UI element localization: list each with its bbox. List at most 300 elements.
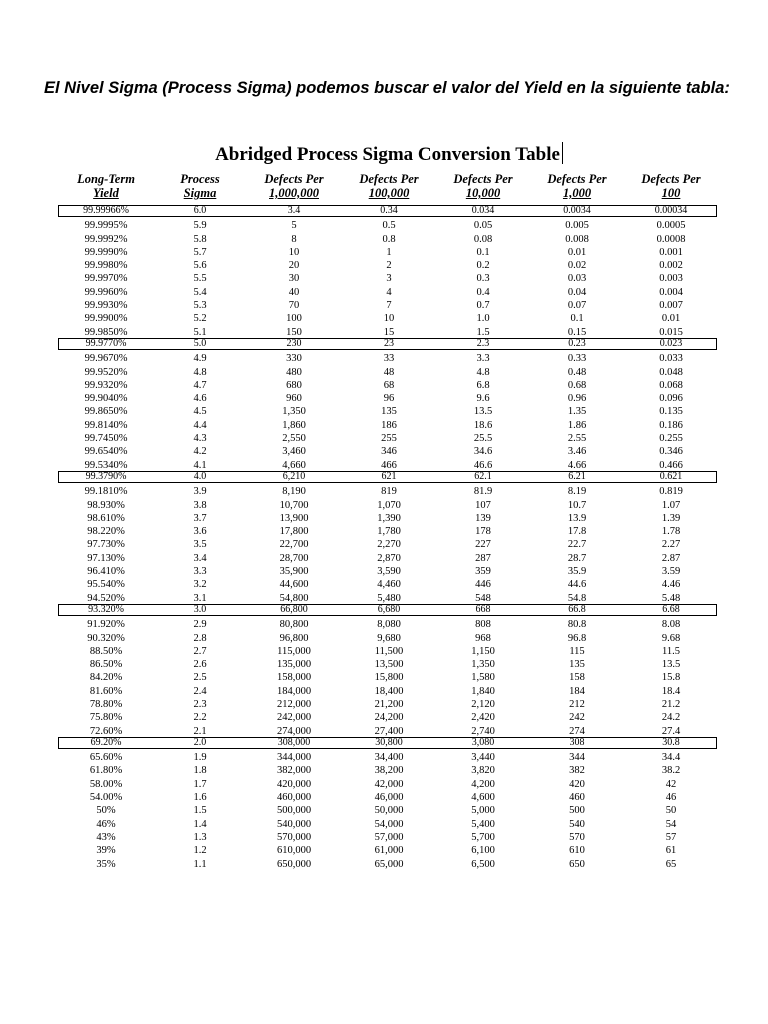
- cell-defects-per-million: 8,190: [282, 486, 306, 498]
- cell-defects-per-1000: 0.96: [567, 393, 587, 405]
- cell-sigma: 2.7: [193, 645, 207, 657]
- cell-defects-per-million: 40: [288, 286, 300, 298]
- table-row: [0, 485, 768, 498]
- cell-sigma: 5.0: [193, 337, 207, 349]
- cell-defects-per-10000: 62.1: [474, 470, 492, 482]
- cell-defects-per-10000: 548: [475, 592, 491, 604]
- cell-defects-per-100000: 33: [383, 353, 395, 365]
- cell-defects-per-10000: 227: [475, 539, 491, 551]
- table-row: [0, 326, 768, 339]
- header-defects-per-1000: [530, 172, 624, 200]
- header-line2: 1,000: [562, 186, 592, 200]
- cell-defects-per-100: 54: [665, 818, 677, 830]
- cell-defects-per-million: 10: [288, 246, 300, 258]
- cell-defects-per-100000: 57,000: [374, 831, 404, 843]
- cell-sigma: 2.2: [193, 712, 207, 724]
- cell-defects-per-100: 0.0008: [656, 233, 686, 245]
- cell-defects-per-million: 8: [291, 233, 297, 245]
- cell-sigma: 1.1: [193, 858, 207, 870]
- cell-defects-per-1000: 2.55: [567, 433, 587, 445]
- cell-defects-per-10000: 1.0: [476, 313, 490, 325]
- table-row: [0, 366, 768, 379]
- cell-yield: 97.130%: [87, 552, 125, 564]
- header-line2: Sigma: [183, 186, 217, 200]
- cell-yield: 93.320%: [88, 603, 124, 615]
- table-row: [0, 272, 768, 285]
- cell-defects-per-million: 70: [288, 300, 300, 312]
- cell-yield: 58.00%: [89, 778, 123, 790]
- cell-defects-per-100000: 18,400: [374, 685, 404, 697]
- cell-sigma: 2.5: [193, 672, 207, 684]
- header-line2: 100,000: [368, 186, 410, 200]
- cell-sigma: 6.0: [193, 205, 207, 216]
- cell-sigma: 1.3: [193, 831, 207, 843]
- cell-defects-per-100000: 30,800: [375, 736, 403, 748]
- cell-defects-per-million: 274,000: [276, 725, 312, 737]
- cell-defects-per-100: 0.466: [659, 459, 683, 471]
- table-row: [0, 445, 768, 458]
- cell-defects-per-million: 2,550: [282, 433, 306, 445]
- cell-defects-per-100: 27.4: [661, 725, 681, 737]
- cell-defects-per-100: 0.002: [659, 260, 683, 272]
- cell-yield: 65.60%: [89, 752, 123, 764]
- cell-defects-per-1000: 0.01: [567, 246, 587, 258]
- cell-defects-per-100000: 346: [381, 446, 397, 458]
- cell-defects-per-100: 0.135: [659, 406, 683, 418]
- cell-defects-per-100000: 27,400: [374, 725, 404, 737]
- cell-defects-per-100000: 2,870: [377, 552, 401, 564]
- table-row: [0, 764, 768, 777]
- cell-defects-per-1000: 158: [569, 672, 585, 684]
- cell-defects-per-100: 0.621: [659, 470, 683, 482]
- table-row: [0, 565, 768, 578]
- cell-sigma: 3.4: [193, 552, 207, 564]
- cell-defects-per-1000: 6.21: [568, 470, 586, 482]
- cell-defects-per-10000: 6,100: [471, 845, 495, 857]
- table-title-text: Abridged Process Sigma Conversion Table: [215, 144, 560, 165]
- cell-defects-per-100: 1.39: [661, 512, 681, 524]
- cell-defects-per-10000: 3,080: [471, 736, 495, 748]
- cell-yield: 88.50%: [89, 645, 123, 657]
- cell-defects-per-10000: 2.3: [476, 337, 490, 349]
- cell-defects-per-100: 30.8: [662, 736, 680, 748]
- cell-defects-per-1000: 0.03: [567, 273, 587, 285]
- cell-yield: 35%: [96, 858, 116, 870]
- cell-defects-per-million: 308,000: [277, 736, 311, 748]
- cell-defects-per-million: 242,000: [276, 712, 312, 724]
- cell-sigma: 4.1: [193, 459, 207, 471]
- table-row: [0, 632, 768, 645]
- cell-defects-per-100000: 0.5: [382, 220, 396, 232]
- cell-defects-per-10000: 0.3: [476, 273, 490, 285]
- table-row: [0, 698, 768, 711]
- cell-defects-per-million: 80,800: [279, 619, 309, 631]
- cell-defects-per-100: 2.27: [661, 539, 681, 551]
- cell-sigma: 4.4: [193, 419, 207, 431]
- table-row: [0, 312, 768, 325]
- cell-defects-per-100: 42: [665, 778, 677, 790]
- cell-sigma: 4.2: [193, 446, 207, 458]
- cell-sigma: 3.8: [193, 499, 207, 511]
- cell-sigma: 3.5: [193, 539, 207, 551]
- cell-defects-per-1000: 44.6: [567, 579, 587, 591]
- cell-defects-per-10000: 1,350: [471, 659, 495, 671]
- cell-defects-per-10000: 6,500: [471, 858, 495, 870]
- cell-yield: 99.6540%: [84, 446, 128, 458]
- cell-sigma: 1.8: [193, 765, 207, 777]
- cell-defects-per-10000: 808: [475, 619, 491, 631]
- header-long-term-yield: [62, 172, 150, 200]
- cell-defects-per-100000: 3,590: [377, 566, 401, 578]
- cell-defects-per-1000: 184: [569, 685, 585, 697]
- cell-yield: 97.730%: [87, 539, 125, 551]
- cell-sigma: 5.3: [193, 300, 207, 312]
- cell-defects-per-100000: 0.34: [380, 205, 398, 216]
- table-row: [0, 751, 768, 764]
- table-row: [0, 791, 768, 804]
- header-line1: Process: [180, 172, 220, 186]
- cell-sigma: 4.0: [193, 470, 207, 482]
- cell-defects-per-million: 230: [286, 337, 302, 349]
- table-row: [0, 299, 768, 312]
- cell-defects-per-10000: 6.8: [476, 379, 490, 391]
- cell-sigma: 5.2: [193, 313, 207, 325]
- cell-defects-per-1000: 420: [569, 778, 585, 790]
- cell-defects-per-10000: 25.5: [473, 433, 493, 445]
- table-row: [0, 538, 768, 551]
- header-line2: 1,000,000: [269, 186, 319, 200]
- cell-defects-per-1000: 4.66: [567, 459, 587, 471]
- cell-defects-per-1000: 28.7: [567, 552, 587, 564]
- cell-sigma: 2.4: [193, 685, 207, 697]
- cell-defects-per-million: 20: [288, 260, 300, 272]
- cell-yield: 95.540%: [87, 579, 125, 591]
- table-row: [0, 379, 768, 392]
- cell-yield: 99.9770%: [85, 337, 127, 349]
- cell-defects-per-10000: 0.08: [473, 233, 493, 245]
- cell-sigma: 1.9: [193, 752, 207, 764]
- cell-sigma: 4.9: [193, 353, 207, 365]
- table-row: [0, 858, 768, 871]
- cell-defects-per-100000: 11,500: [374, 645, 404, 657]
- cell-defects-per-1000: 1.35: [567, 406, 587, 418]
- cell-yield: 99.7450%: [84, 433, 128, 445]
- cell-defects-per-100: 34.4: [661, 752, 681, 764]
- cell-defects-per-10000: 1,580: [471, 672, 495, 684]
- cell-yield: 46%: [96, 818, 116, 830]
- cell-defects-per-10000: 5,400: [471, 818, 495, 830]
- cell-defects-per-million: 420,000: [276, 778, 312, 790]
- cell-defects-per-1000: 344: [569, 752, 585, 764]
- table-row: [0, 246, 768, 259]
- cell-sigma: 4.8: [193, 366, 207, 378]
- cell-defects-per-100000: 1: [386, 246, 392, 258]
- cell-defects-per-100000: 3: [386, 273, 392, 285]
- table-row: [0, 233, 768, 246]
- cell-sigma: 5.7: [193, 246, 207, 258]
- cell-yield: 61.80%: [89, 765, 123, 777]
- cell-defects-per-100000: 135: [381, 406, 397, 418]
- cell-defects-per-10000: 446: [475, 579, 491, 591]
- cell-defects-per-100: 0.819: [659, 486, 683, 498]
- cell-defects-per-10000: 0.034: [471, 205, 495, 216]
- cell-defects-per-million: 212,000: [276, 698, 312, 710]
- cell-defects-per-1000: 0.48: [567, 366, 587, 378]
- cell-defects-per-100: 0.015: [659, 326, 683, 338]
- cell-yield: 98.930%: [87, 499, 125, 511]
- cell-defects-per-100000: 1,780: [377, 526, 401, 538]
- header-process-sigma: [166, 172, 234, 200]
- cell-defects-per-100: 9.68: [661, 632, 681, 644]
- cell-sigma: 5.6: [193, 260, 207, 272]
- cell-defects-per-million: 22,700: [279, 539, 309, 551]
- cell-defects-per-1000: 1.86: [567, 419, 587, 431]
- cell-defects-per-10000: 0.7: [476, 300, 490, 312]
- table-row-highlighted: [0, 339, 768, 352]
- header-line2: 10,000: [465, 186, 501, 200]
- cell-defects-per-10000: 2,740: [471, 725, 495, 737]
- cell-defects-per-100: 0.255: [659, 433, 683, 445]
- table-row: [0, 711, 768, 724]
- cell-defects-per-100000: 5,480: [377, 592, 401, 604]
- cell-defects-per-100: 0.033: [659, 353, 683, 365]
- cell-defects-per-100: 1.78: [661, 526, 681, 538]
- table-row: [0, 419, 768, 432]
- cell-defects-per-100: 6.68: [662, 603, 680, 615]
- cell-defects-per-1000: 650: [569, 858, 585, 870]
- table-title: [0, 142, 768, 166]
- cell-defects-per-million: 66,800: [280, 603, 308, 615]
- cell-defects-per-100: 11.5: [662, 645, 680, 657]
- cell-defects-per-100: 57: [665, 831, 677, 843]
- header-line1: Defects Per: [547, 172, 607, 186]
- cell-defects-per-100000: 2,270: [377, 539, 401, 551]
- cell-defects-per-100000: 65,000: [374, 858, 404, 870]
- cell-defects-per-1000: 212: [569, 698, 585, 710]
- cell-yield: 99.8650%: [84, 406, 128, 418]
- cell-sigma: 3.3: [193, 566, 207, 578]
- cell-defects-per-100000: 10: [383, 313, 395, 325]
- cell-sigma: 2.6: [193, 659, 207, 671]
- cell-defects-per-10000: 81.9: [473, 486, 493, 498]
- cell-defects-per-million: 13,900: [279, 512, 309, 524]
- cell-sigma: 5.5: [193, 273, 207, 285]
- cell-defects-per-100: 5.48: [661, 592, 681, 604]
- cell-defects-per-100: 0.00034: [654, 205, 688, 216]
- cell-defects-per-1000: 570: [569, 831, 585, 843]
- cell-defects-per-100: 61: [665, 845, 677, 857]
- cell-yield: 84.20%: [89, 672, 123, 684]
- cell-defects-per-1000: 0.04: [567, 286, 587, 298]
- cell-defects-per-million: 344,000: [276, 752, 312, 764]
- table-row-highlighted: [0, 472, 768, 485]
- cell-yield: 99.9980%: [84, 260, 128, 272]
- cell-defects-per-100000: 50,000: [374, 805, 404, 817]
- cell-yield: 54.00%: [89, 792, 123, 804]
- cell-sigma: 3.7: [193, 512, 207, 524]
- cell-defects-per-million: 460,000: [276, 792, 312, 804]
- cell-yield: 99.9960%: [84, 286, 128, 298]
- cell-defects-per-100: 3.59: [661, 566, 681, 578]
- cell-defects-per-100000: 38,200: [374, 765, 404, 777]
- cell-defects-per-100: 4.46: [661, 579, 681, 591]
- cell-defects-per-million: 610,000: [276, 845, 312, 857]
- cell-yield: 99.9040%: [84, 393, 128, 405]
- cell-defects-per-100000: 54,000: [374, 818, 404, 830]
- cell-defects-per-1000: 0.15: [567, 326, 587, 338]
- table-row: [0, 725, 768, 738]
- cell-defects-per-million: 960: [286, 393, 302, 405]
- table-row: [0, 405, 768, 418]
- table-row: [0, 259, 768, 272]
- cell-defects-per-100000: 46,000: [374, 792, 404, 804]
- table-row: [0, 525, 768, 538]
- cell-defects-per-100: 0.0005: [656, 220, 686, 232]
- cell-defects-per-1000: 17.8: [567, 526, 587, 538]
- cell-defects-per-million: 17,800: [279, 526, 309, 538]
- cell-defects-per-100000: 255: [381, 433, 397, 445]
- text-cursor: [562, 142, 563, 164]
- cell-yield: 99.9900%: [84, 313, 128, 325]
- cell-defects-per-100: 0.007: [659, 300, 683, 312]
- cell-defects-per-1000: 460: [569, 792, 585, 804]
- cell-defects-per-million: 5: [291, 220, 297, 232]
- cell-defects-per-100000: 15,800: [374, 672, 404, 684]
- cell-defects-per-100000: 621: [381, 470, 397, 482]
- cell-defects-per-100000: 21,200: [374, 698, 404, 710]
- cell-defects-per-10000: 5,000: [471, 805, 495, 817]
- cell-defects-per-10000: 5,700: [471, 831, 495, 843]
- cell-defects-per-100000: 9,680: [377, 632, 401, 644]
- cell-defects-per-1000: 13.9: [567, 512, 587, 524]
- cell-defects-per-million: 1,860: [282, 419, 306, 431]
- cell-yield: 99.99966%: [83, 205, 129, 216]
- cell-defects-per-1000: 0.07: [567, 300, 587, 312]
- cell-yield: 94.520%: [87, 592, 125, 604]
- cell-defects-per-million: 3.4: [287, 205, 301, 216]
- cell-defects-per-10000: 46.6: [473, 459, 493, 471]
- cell-defects-per-10000: 0.1: [476, 246, 490, 258]
- table-row: [0, 432, 768, 445]
- cell-defects-per-10000: 1.5: [476, 326, 490, 338]
- cell-defects-per-million: 115,000: [277, 645, 311, 657]
- cell-defects-per-100: 0.01: [661, 313, 681, 325]
- cell-defects-per-1000: 610: [569, 845, 585, 857]
- cell-yield: 91.920%: [87, 619, 125, 631]
- cell-defects-per-million: 3,460: [282, 446, 306, 458]
- cell-sigma: 4.3: [193, 433, 207, 445]
- table-row: [0, 831, 768, 844]
- cell-defects-per-1000: 242: [569, 712, 585, 724]
- cell-defects-per-1000: 0.0034: [563, 205, 591, 216]
- cell-defects-per-100: 65: [665, 858, 677, 870]
- cell-defects-per-1000: 135: [569, 659, 585, 671]
- cell-defects-per-million: 44,600: [279, 579, 309, 591]
- table-row: [0, 804, 768, 817]
- cell-defects-per-10000: 1,840: [471, 685, 495, 697]
- cell-defects-per-10000: 2,120: [471, 698, 495, 710]
- cell-defects-per-million: 680: [286, 379, 302, 391]
- cell-defects-per-million: 330: [286, 353, 302, 365]
- cell-sigma: 5.4: [193, 286, 207, 298]
- table-row-highlighted: [0, 206, 768, 219]
- cell-yield: 39%: [96, 845, 116, 857]
- cell-defects-per-10000: 107: [475, 499, 491, 511]
- cell-defects-per-million: 100: [286, 313, 302, 325]
- cell-defects-per-100: 8.08: [661, 619, 681, 631]
- cell-defects-per-million: 650,000: [276, 858, 312, 870]
- cell-defects-per-1000: 0.02: [567, 260, 587, 272]
- cell-defects-per-million: 150: [286, 326, 302, 338]
- cell-defects-per-100000: 1,070: [377, 499, 401, 511]
- cell-yield: 96.410%: [87, 566, 125, 578]
- cell-defects-per-1000: 96.8: [567, 632, 587, 644]
- cell-sigma: 3.9: [193, 486, 207, 498]
- cell-defects-per-1000: 274: [569, 725, 585, 737]
- table-row: [0, 459, 768, 472]
- cell-sigma: 2.1: [193, 725, 207, 737]
- cell-defects-per-10000: 968: [475, 632, 491, 644]
- cell-defects-per-1000: 35.9: [567, 566, 587, 578]
- header-line1: Defects Per: [641, 172, 701, 186]
- cell-sigma: 3.0: [193, 603, 207, 615]
- cell-defects-per-1000: 308: [569, 736, 585, 748]
- cell-defects-per-100000: 6,680: [377, 603, 401, 615]
- cell-defects-per-million: 570,000: [276, 831, 312, 843]
- table-row: [0, 844, 768, 857]
- cell-yield: 98.220%: [87, 526, 125, 538]
- cell-defects-per-10000: 668: [475, 603, 491, 615]
- cell-yield: 43%: [96, 831, 116, 843]
- cell-defects-per-1000: 540: [569, 818, 585, 830]
- cell-defects-per-10000: 34.6: [473, 446, 493, 458]
- cell-yield: 50%: [96, 805, 116, 817]
- cell-yield: 72.60%: [89, 725, 123, 737]
- table-row: [0, 592, 768, 605]
- table-row: [0, 778, 768, 791]
- cell-defects-per-10000: 0.05: [473, 220, 493, 232]
- cell-yield: 99.9990%: [84, 246, 128, 258]
- cell-defects-per-100: 0.004: [659, 286, 683, 298]
- cell-defects-per-100: 18.4: [661, 685, 681, 697]
- cell-defects-per-100000: 68: [383, 379, 395, 391]
- table-row: [0, 392, 768, 405]
- cell-defects-per-100: 24.2: [661, 712, 681, 724]
- table-row: [0, 618, 768, 631]
- cell-defects-per-million: 28,700: [279, 552, 309, 564]
- cell-defects-per-10000: 4.8: [476, 366, 490, 378]
- table-row: [0, 219, 768, 232]
- cell-sigma: 1.6: [193, 792, 207, 804]
- cell-defects-per-100000: 819: [381, 486, 397, 498]
- cell-defects-per-100: 46: [665, 792, 677, 804]
- header-defects-per-100000: [342, 172, 436, 200]
- cell-defects-per-100: 2.87: [661, 552, 681, 564]
- cell-defects-per-100000: 1,390: [377, 512, 401, 524]
- cell-sigma: 5.9: [193, 220, 207, 232]
- table-body: [0, 206, 768, 871]
- cell-defects-per-10000: 178: [475, 526, 491, 538]
- cell-defects-per-100000: 186: [381, 419, 397, 431]
- cell-sigma: 4.5: [193, 406, 207, 418]
- cell-sigma: 2.3: [193, 698, 207, 710]
- cell-sigma: 5.1: [193, 326, 207, 338]
- cell-defects-per-1000: 382: [569, 765, 585, 777]
- cell-sigma: 1.2: [193, 845, 207, 857]
- cell-yield: 99.9995%: [84, 220, 128, 232]
- cell-defects-per-million: 10,700: [279, 499, 309, 511]
- cell-defects-per-100000: 0.8: [382, 233, 396, 245]
